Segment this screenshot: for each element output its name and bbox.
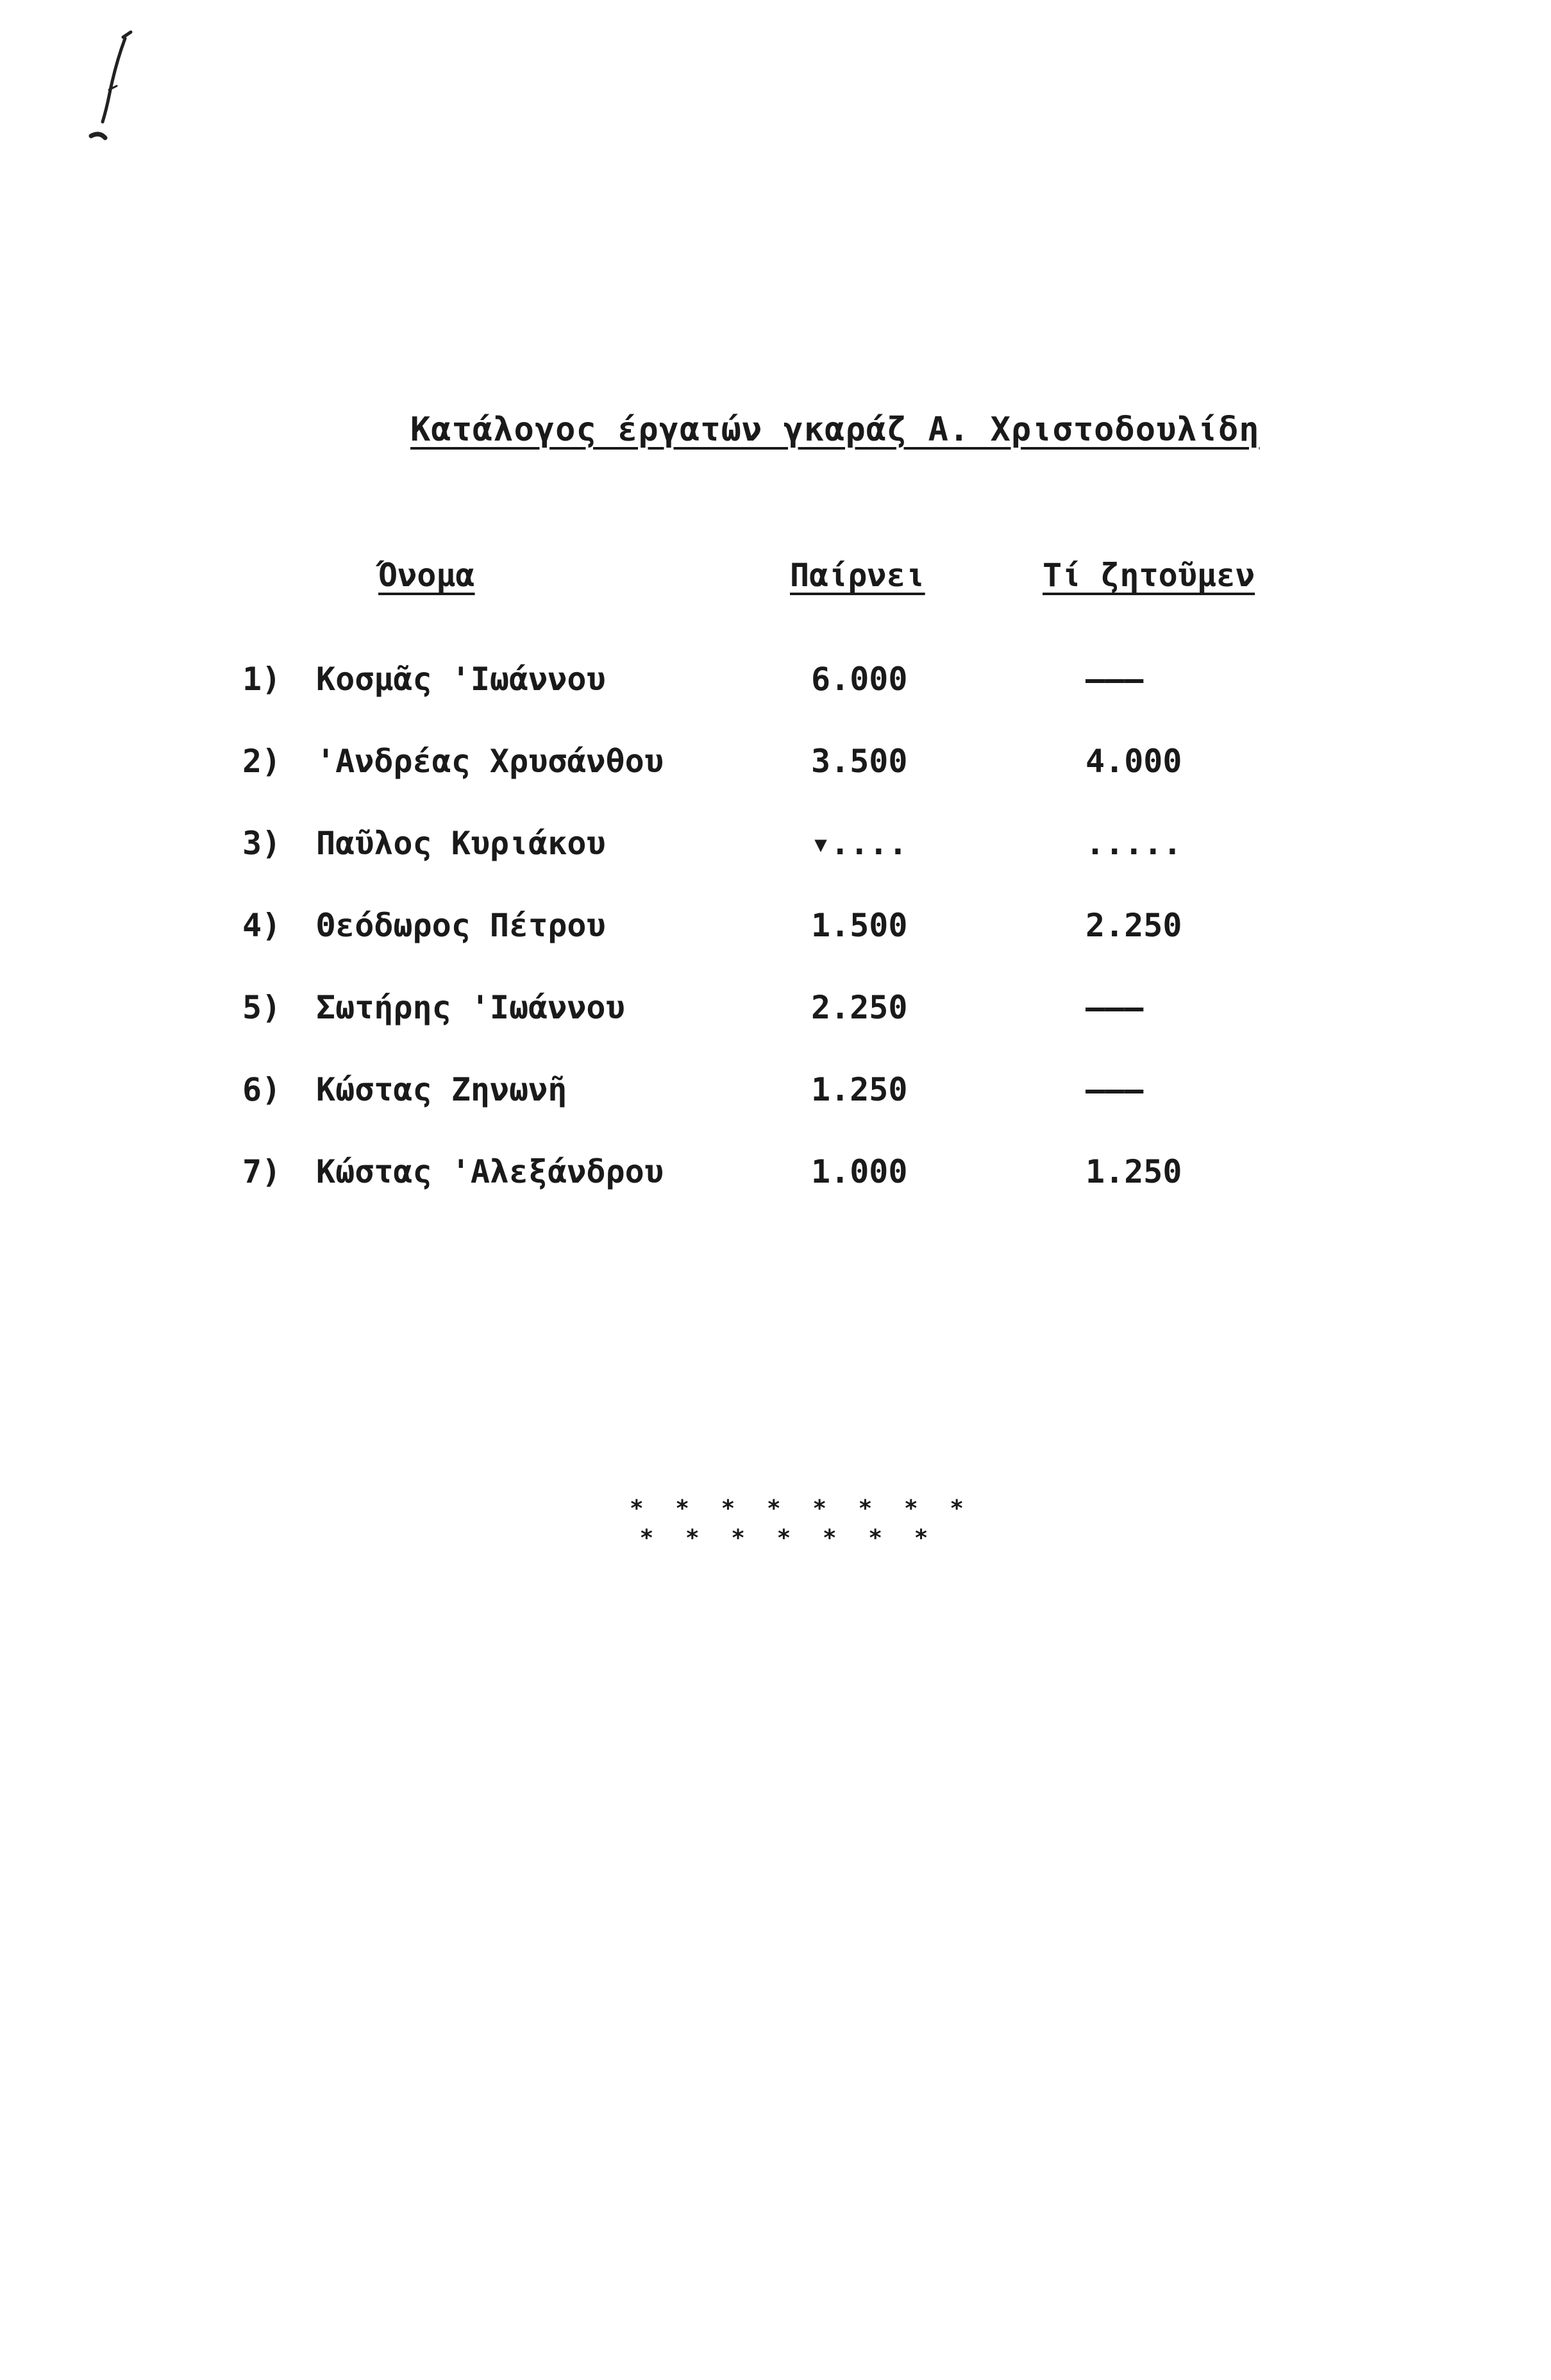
row-number: 4) [242, 907, 281, 944]
footer-stars-line-1: * * * * * * * * [629, 1496, 973, 1522]
row-number: 6) [242, 1071, 281, 1108]
table-row [0, 743, 1551, 788]
worker-name: Κοσμᾶς 'Ιωάννου [316, 661, 606, 698]
requested-wage: 1.250 [1086, 1153, 1182, 1190]
table-row [0, 1153, 1551, 1198]
table-row [0, 825, 1551, 870]
worker-name: 'Ανδρέας Χρυσάνθου [316, 743, 664, 780]
current-wage: 1.250 [811, 1071, 908, 1108]
column-header-asks: Τί ζητοῦμεν [1043, 557, 1255, 594]
requested-wage: ..... [1086, 825, 1182, 862]
table-row [0, 907, 1551, 952]
document-title: Κατάλογος έργατών γκαράζ Α. Χριστοδουλίδη [410, 410, 1260, 449]
current-wage: 1.500 [811, 907, 908, 944]
requested-wage: 4.000 [1086, 743, 1182, 780]
table-row [0, 661, 1551, 705]
handwritten-pen-mark [64, 26, 141, 141]
requested-wage: ——— [1086, 661, 1144, 698]
row-number: 2) [242, 743, 281, 780]
worker-name: Σωτήρης 'Ιωάννου [316, 989, 625, 1026]
worker-name: Θεόδωρος Πέτρου [316, 907, 606, 944]
column-header-name: Όνομα [378, 557, 475, 594]
requested-wage: ——— [1086, 1071, 1144, 1108]
current-wage: 3.500 [811, 743, 908, 780]
current-wage: 1.000 [811, 1153, 908, 1190]
table-row [0, 989, 1551, 1034]
footer-stars-line-2: * * * * * * * [639, 1525, 937, 1551]
requested-wage: 2.250 [1086, 907, 1182, 944]
worker-name: Παῦλος Κυριάκου [316, 825, 606, 862]
row-number: 7) [242, 1153, 281, 1190]
row-number: 1) [242, 661, 281, 698]
current-wage: 2.250 [811, 989, 908, 1026]
row-number: 5) [242, 989, 281, 1026]
column-header-gets: Παίρνει [790, 557, 925, 594]
worker-name: Κώστας Ζηνωνῆ [316, 1071, 567, 1108]
table-row [0, 1071, 1551, 1116]
current-wage: 6.000 [811, 661, 908, 698]
current-wage: ▾.... [811, 825, 908, 862]
row-number: 3) [242, 825, 281, 862]
worker-name: Κώστας 'Αλεξάνδρου [316, 1153, 664, 1190]
requested-wage: ——— [1086, 989, 1144, 1026]
